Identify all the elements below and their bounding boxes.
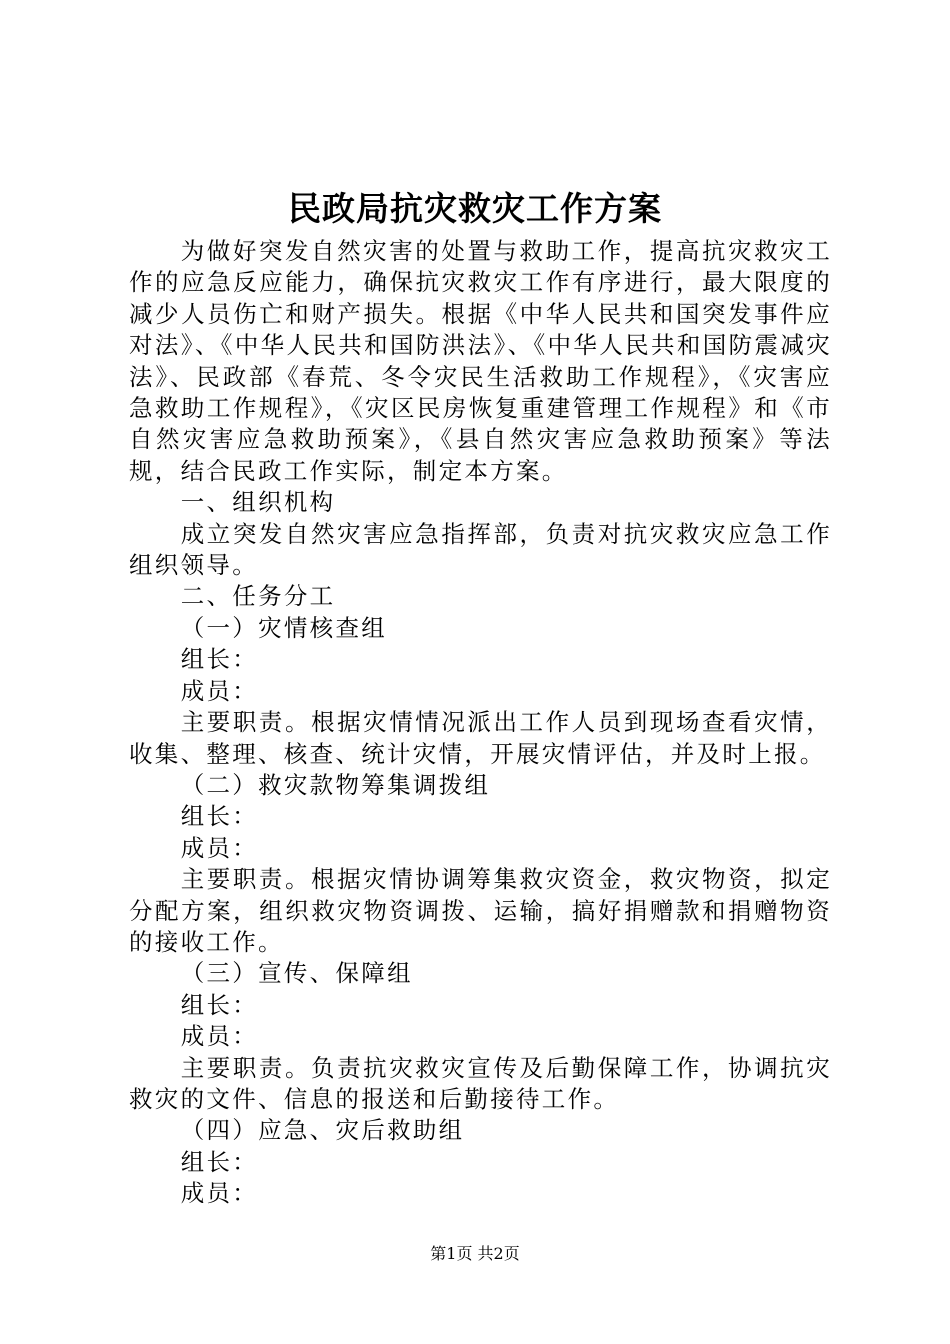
page-footer: 第1页 共2页 xyxy=(430,1244,520,1263)
group-3-leader: 组长： xyxy=(180,990,259,1019)
group-1-members: 成员： xyxy=(180,676,259,705)
group-1-leader: 组长： xyxy=(180,645,259,674)
group-2-leader: 组长： xyxy=(180,802,259,831)
document-title: 民政局抗灾救灾工作方案 xyxy=(288,189,662,228)
group-4-leader: 组长： xyxy=(180,1147,259,1176)
intro-paragraph: 为做好突发自然灾害的处置与救助工作，提高抗灾救灾工作的应急反应能力，确保抗灾救灾工作有序进行，最大限度的减少人员伤亡和财产损失。根据《中华人民共和国突发事件应对法》、《中华人民共和国防洪法》、《中华人民共和国防震减灾法》、民政部《春荒、冬令灾民生活救助工作规程》，《灾害应急救助工作规程》，《灾区民房恢复重建管理工作规程》和《市自然灾害应急救助预案》，《县自然灾害应急救助预案》等法规，结合民政工作实际，制定本方案。 xyxy=(129,237,832,485)
group-3-duties: 主要职责。负责抗灾救灾宣传及后勤保障工作，协调抗灾救灾的文件、信息的报送和后勤接待工作。 xyxy=(129,1053,832,1113)
section-heading-tasks: 二、任务分工 xyxy=(180,582,336,611)
document-body xyxy=(129,236,832,1210)
group-heading-4: （四）应急、灾后救助组 xyxy=(180,1116,465,1145)
organization-paragraph: 成立突发自然灾害应急指挥部，负责对抗灾救灾应急工作组织领导。 xyxy=(129,519,832,580)
group-heading-1: （一）灾情核查组 xyxy=(180,613,388,642)
section-heading-organization: 一、组织机构 xyxy=(180,488,336,517)
group-heading-2: （二）救灾款物筹集调拨组 xyxy=(180,770,491,799)
group-1-duties: 主要职责。根据灾情情况派出工作人员到现场查看灾情，收集、整理、核查、统计灾情，开展灾情评估，并及时上报。 xyxy=(129,708,832,768)
group-3-members: 成员： xyxy=(180,1022,259,1051)
group-2-duties: 主要职责。根据灾情协调筹集救灾资金，救灾物资，拟定分配方案，组织救灾物资调拨、运输，搞好捐赠款和捐赠物资的接收工作。 xyxy=(129,865,832,956)
group-2-members: 成员： xyxy=(180,833,259,862)
group-heading-3: （三）宣传、保障组 xyxy=(180,959,413,988)
group-4-members: 成员： xyxy=(180,1179,259,1208)
